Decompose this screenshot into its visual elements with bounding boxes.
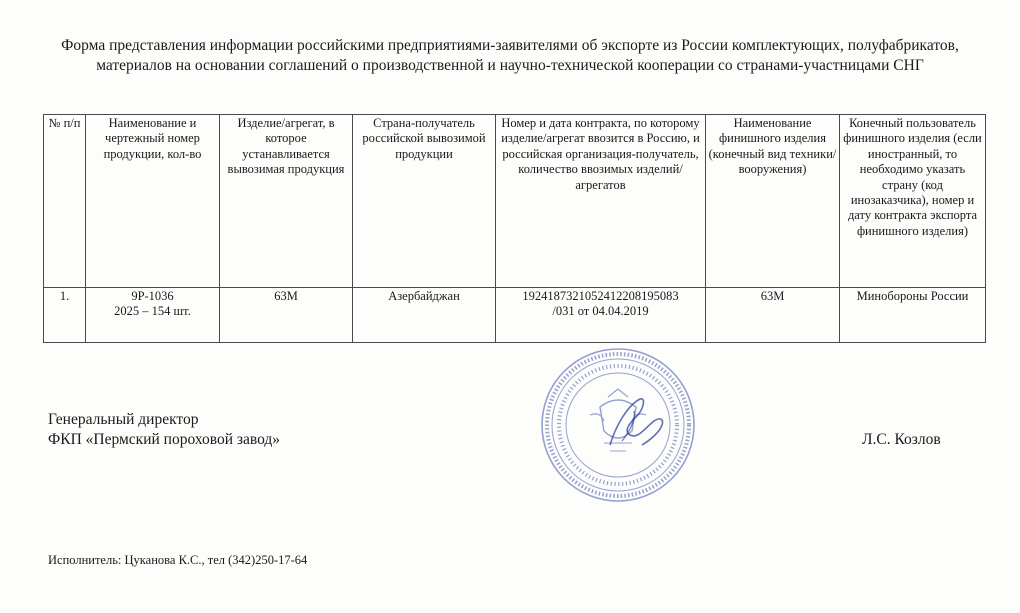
- signer-position: Генеральный директор: [48, 411, 199, 428]
- signature-block: [48, 410, 280, 450]
- header-finished-product: Наименование финишного изделия (конечный вид техники/вооружения): [706, 115, 840, 288]
- performer-info: Исполнитель: Цуканова К.С., тел (342)250-17-64: [48, 553, 308, 567]
- cell-end-user: Минобороны России: [840, 288, 986, 343]
- cell-contract: [496, 288, 706, 343]
- document-title: Форма представления информации российскими предприятиями-заявителями об экспорте из России комплектующих, полуфабрикатов, материалов на основании соглашений о производственной и научно-технической кооперации со странами-участницами СНГ: [61, 37, 959, 74]
- signer-organization: ФКП «Пермский пороховой завод»: [48, 431, 281, 448]
- cell-country: Азербайджан: [353, 288, 496, 343]
- signer-name: Л.С. Козлов: [862, 431, 941, 448]
- seal-stamp-icon: [538, 345, 698, 505]
- header-unit: Изделие/агрегат, в которое устанавливается вывозимая продукция: [220, 115, 353, 288]
- header-country: Страна-получатель российской вывозимой продукции: [353, 115, 496, 288]
- cell-finished-product: 63М: [706, 288, 840, 343]
- header-end-user: Конечный пользователь финишного изделия (если иностранный, то необходимо указать страну (код инозаказчика), номер и дату контракта экспорта финишного изделия): [840, 115, 986, 288]
- cell-contract-date: /031 от 04.04.2019: [552, 304, 649, 319]
- cell-number: 1.: [44, 288, 86, 343]
- table-header-row: [44, 115, 986, 288]
- cell-contract-number: 1924187321052412208195083: [522, 289, 679, 303]
- cell-product-quantity: 2025 – 154 шт.: [114, 304, 191, 319]
- header-contract: Номер и дата контракта, по которому изделие/агрегат ввозится в Россию, и российская организация-получатель, количество ввозимых изделий/агрегатов: [496, 115, 706, 288]
- cell-unit: 63М: [220, 288, 353, 343]
- header-product: Наименование и чертежный номер продукции, кол-во: [86, 115, 220, 288]
- header-number: № п/п: [44, 115, 86, 288]
- cell-product: [86, 288, 220, 343]
- report-table: [43, 114, 986, 343]
- cell-product-code: 9Р-1036: [131, 289, 174, 303]
- table-row: [44, 288, 986, 343]
